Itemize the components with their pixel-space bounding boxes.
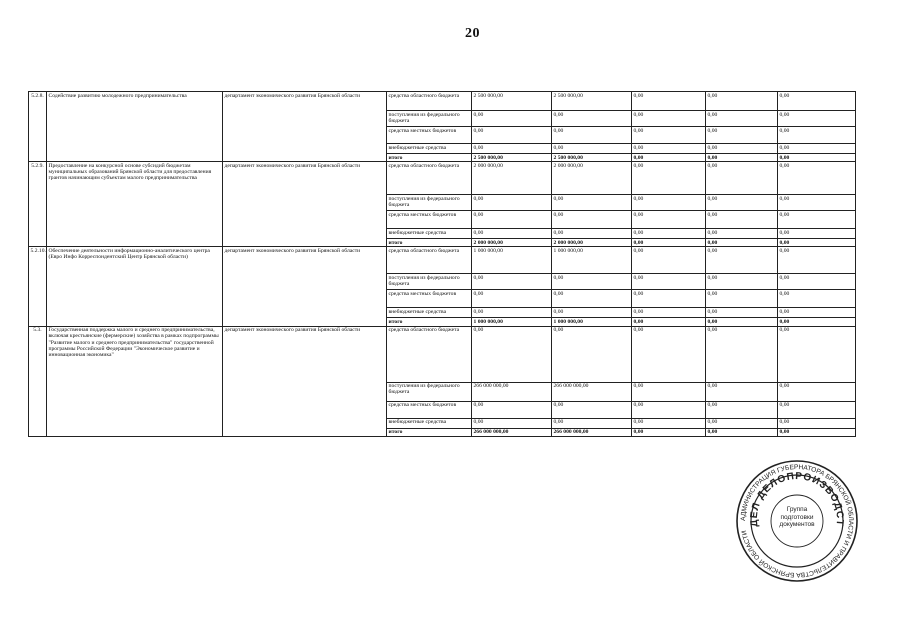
funding-source: средства местных бюджетов (387, 211, 472, 229)
funding-source: поступления из федерального бюджета (387, 382, 472, 401)
table-row (29, 162, 856, 195)
funding-source: итого (387, 318, 472, 326)
amount-cell: 2 000 000,00 (472, 162, 552, 195)
amount-cell: 1 000 000,00 (472, 318, 552, 326)
amount-cell: 0,00 (778, 247, 856, 274)
amount-cell: 0,00 (632, 144, 706, 154)
amount-cell: 0,00 (632, 195, 706, 211)
amount-cell: 0,00 (778, 290, 856, 308)
amount-cell: 0,00 (778, 229, 856, 239)
amount-cell: 0,00 (778, 274, 856, 290)
amount-cell: 0,00 (706, 247, 778, 274)
table-row (29, 247, 856, 274)
table-row (29, 92, 856, 111)
row-code: 5.2.8. (29, 92, 47, 162)
funding-source: поступления из федерального бюджета (387, 195, 472, 211)
row-code: 5.3. (29, 326, 47, 436)
amount-cell: 0,00 (632, 318, 706, 326)
amount-cell: 0,00 (632, 111, 706, 127)
amount-cell: 0,00 (778, 144, 856, 154)
amount-cell: 1 000 000,00 (472, 247, 552, 274)
amount-cell: 0,00 (778, 418, 856, 428)
amount-cell: 0,00 (706, 144, 778, 154)
amount-cell: 0,00 (778, 308, 856, 318)
funding-source: внебюджетные средства (387, 418, 472, 428)
funding-source: поступления из федерального бюджета (387, 111, 472, 127)
amount-cell: 0,00 (472, 418, 552, 428)
amount-cell: 0,00 (778, 318, 856, 326)
amount-cell: 2 000 000,00 (552, 239, 632, 247)
funding-source: итого (387, 239, 472, 247)
funding-source: средства областного бюджета (387, 326, 472, 382)
amount-cell: 0,00 (706, 162, 778, 195)
stamp-center-line: Группа (786, 506, 808, 513)
funding-source: средства местных бюджетов (387, 290, 472, 308)
amount-cell: 0,00 (778, 127, 856, 144)
amount-cell: 0,00 (552, 111, 632, 127)
funding-source: внебюджетные средства (387, 308, 472, 318)
amount-cell: 0,00 (706, 418, 778, 428)
amount-cell: 0,00 (472, 229, 552, 239)
amount-cell: 0,00 (778, 162, 856, 195)
row-code: 5.2.9. (29, 162, 47, 247)
amount-cell: 0,00 (778, 382, 856, 401)
amount-cell: 1 000 000,00 (552, 318, 632, 326)
amount-cell: 0,00 (552, 229, 632, 239)
amount-cell: 0,00 (632, 239, 706, 247)
stamp-center-line: документов (779, 521, 815, 529)
amount-cell: 0,00 (706, 290, 778, 308)
amount-cell: 0,00 (632, 247, 706, 274)
budget-table-body (29, 92, 856, 437)
amount-cell: 0,00 (552, 274, 632, 290)
amount-cell: 2 500 000,00 (472, 154, 552, 162)
row-description: Государственная поддержка малого и среднего предпринимательства, включая крестьянские (фермерские) хозяйства в рамках подпрограммы "Развитие малого и среднего предпринимательства" государственной программы Российской Федерации "Экономическое развитие и инновационная экономика" (47, 326, 223, 436)
amount-cell: 0,00 (778, 195, 856, 211)
row-department: департамент экономического развития Брянской области (223, 92, 387, 162)
funding-source: средства местных бюджетов (387, 401, 472, 418)
amount-cell: 266 000 000,00 (472, 428, 552, 436)
svg-text:АДМИНИСТРАЦИЯ ГУБЕРНАТОРА БРЯН: АДМИНИСТРАЦИЯ ГУБЕРНАТОРА БРЯНСКОЙ ОБЛАСТИ И ПРАВИТЕЛЬСТВА БРЯНСКОЙ ОБЛАСТИ (739, 463, 855, 579)
amount-cell: 0,00 (552, 308, 632, 318)
row-description: Предоставление на конкурсной основе субсидий бюджетам муниципальных образований Брянской области для предоставления грантов начинающим субъектам малого предпринимательства (47, 162, 223, 247)
amount-cell: 0,00 (552, 401, 632, 418)
funding-source: внебюджетные средства (387, 229, 472, 239)
funding-source: поступления из федерального бюджета (387, 274, 472, 290)
amount-cell: 0,00 (778, 239, 856, 247)
amount-cell: 0,00 (706, 111, 778, 127)
amount-cell: 0,00 (706, 92, 778, 111)
amount-cell: 0,00 (632, 229, 706, 239)
row-department: департамент экономического развития Брянской области (223, 326, 387, 436)
funding-source: средства областного бюджета (387, 162, 472, 195)
table-row (29, 326, 856, 382)
funding-source: средства областного бюджета (387, 247, 472, 274)
amount-cell: 2 000 000,00 (552, 162, 632, 195)
stamp-center-line: подготовки (780, 513, 814, 521)
amount-cell: 0,00 (706, 274, 778, 290)
amount-cell: 0,00 (472, 144, 552, 154)
amount-cell: 0,00 (552, 144, 632, 154)
amount-cell: 0,00 (778, 428, 856, 436)
amount-cell: 0,00 (706, 229, 778, 239)
amount-cell: 0,00 (632, 274, 706, 290)
row-department: департамент экономического развития Брянской области (223, 162, 387, 247)
row-department: департамент экономического развития Брянской области (223, 247, 387, 326)
amount-cell: 0,00 (778, 211, 856, 229)
official-stamp (734, 458, 860, 584)
amount-cell: 0,00 (706, 154, 778, 162)
amount-cell: 0,00 (472, 211, 552, 229)
amount-cell: 0,00 (472, 195, 552, 211)
amount-cell: 0,00 (472, 401, 552, 418)
amount-cell: 0,00 (778, 326, 856, 382)
amount-cell: 0,00 (706, 401, 778, 418)
amount-cell: 0,00 (552, 326, 632, 382)
amount-cell: 0,00 (778, 92, 856, 111)
amount-cell: 0,00 (706, 428, 778, 436)
amount-cell: 0,00 (706, 127, 778, 144)
amount-cell: 2 500 000,00 (472, 92, 552, 111)
amount-cell: 0,00 (552, 290, 632, 308)
funding-source: средства местных бюджетов (387, 127, 472, 144)
amount-cell: 0,00 (778, 401, 856, 418)
amount-cell: 0,00 (632, 401, 706, 418)
amount-cell: 0,00 (632, 382, 706, 401)
amount-cell: 2 500 000,00 (552, 92, 632, 111)
row-description: Содействие развитию молодежного предпринимательства (47, 92, 223, 162)
amount-cell: 0,00 (778, 111, 856, 127)
funding-source: итого (387, 154, 472, 162)
row-code: 5.2.10. (29, 247, 47, 326)
amount-cell: 0,00 (472, 127, 552, 144)
budget-table (28, 91, 856, 437)
amount-cell: 0,00 (706, 382, 778, 401)
amount-cell: 0,00 (632, 428, 706, 436)
amount-cell: 0,00 (632, 418, 706, 428)
stamp-center-text (734, 506, 860, 529)
amount-cell: 266 000 000,00 (472, 382, 552, 401)
amount-cell: 0,00 (632, 308, 706, 318)
amount-cell: 0,00 (706, 195, 778, 211)
amount-cell: 0,00 (778, 154, 856, 162)
amount-cell: 0,00 (632, 92, 706, 111)
amount-cell: 0,00 (706, 308, 778, 318)
amount-cell: 0,00 (552, 211, 632, 229)
amount-cell: 0,00 (706, 318, 778, 326)
funding-source: средства областного бюджета (387, 92, 472, 111)
amount-cell: 266 000 000,00 (552, 382, 632, 401)
amount-cell: 2 000 000,00 (472, 239, 552, 247)
amount-cell: 0,00 (632, 162, 706, 195)
amount-cell: 0,00 (552, 418, 632, 428)
amount-cell: 0,00 (706, 326, 778, 382)
amount-cell: 1 000 000,00 (552, 247, 632, 274)
amount-cell: 0,00 (552, 195, 632, 211)
amount-cell: 0,00 (472, 111, 552, 127)
amount-cell: 266 000 000,00 (552, 428, 632, 436)
amount-cell: 0,00 (706, 239, 778, 247)
page-number: 20 (465, 26, 480, 41)
funding-source: итого (387, 428, 472, 436)
amount-cell: 0,00 (632, 211, 706, 229)
svg-text:ОТДЕЛ ДЕЛОПРОИЗВОДСТВА: ДЕЛ ДЕЛОПРОИЗВОДСТ (748, 470, 846, 528)
amount-cell: 0,00 (632, 290, 706, 308)
amount-cell: 0,00 (472, 326, 552, 382)
amount-cell: 2 500 000,00 (552, 154, 632, 162)
amount-cell: 0,00 (706, 211, 778, 229)
amount-cell: 0,00 (632, 127, 706, 144)
amount-cell: 0,00 (472, 290, 552, 308)
amount-cell: 0,00 (472, 308, 552, 318)
row-description: Обеспечение деятельности информационно-аналитического центра (Евро Инфо Корреспондентский Центр Брянской области) (47, 247, 223, 326)
funding-source: внебюджетные средства (387, 144, 472, 154)
amount-cell: 0,00 (632, 326, 706, 382)
amount-cell: 0,00 (472, 274, 552, 290)
amount-cell: 0,00 (552, 127, 632, 144)
amount-cell: 0,00 (632, 154, 706, 162)
